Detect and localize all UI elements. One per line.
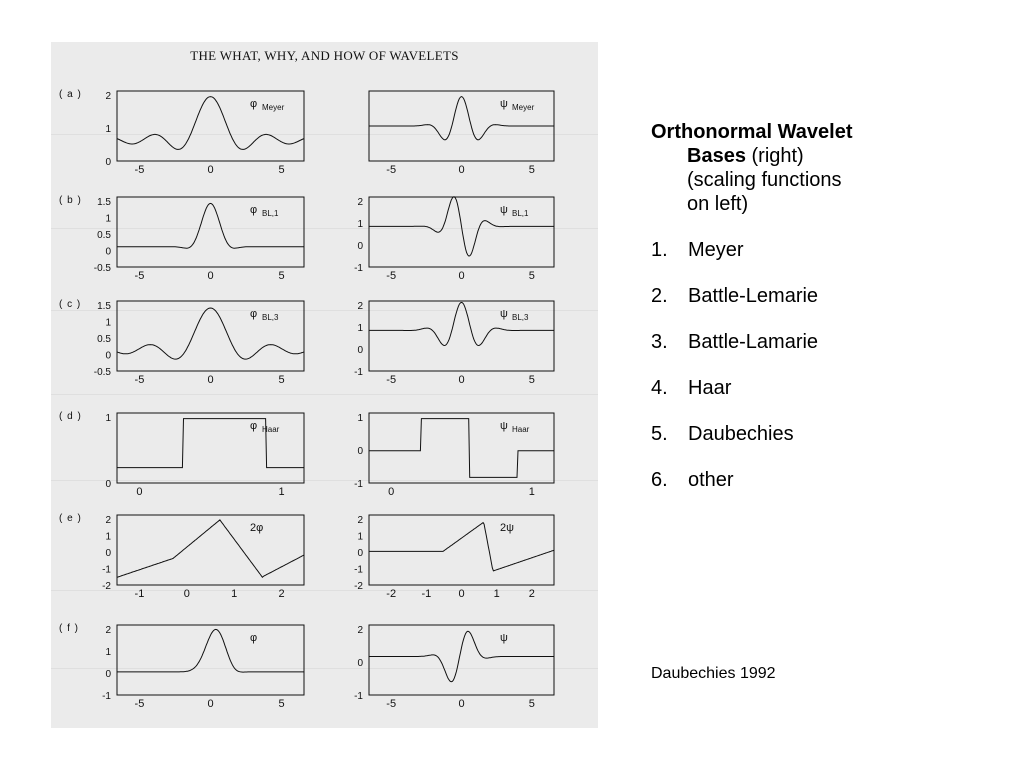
scan-bleed-line [51, 590, 598, 591]
function-symbol: ψ [500, 632, 508, 644]
x-tick-label: 5 [278, 374, 285, 386]
x-tick-label: 0 [388, 486, 395, 498]
function-symbol: ψ [500, 420, 508, 432]
function-symbol: ψ [500, 308, 508, 320]
y-tick-label: -1 [102, 564, 111, 576]
x-tick-label: 5 [528, 698, 535, 710]
y-tick-label: 2 [357, 197, 363, 208]
right-wavelet-curve [369, 197, 554, 256]
y-tick-label: 2 [357, 515, 363, 526]
x-tick-label: 0 [207, 698, 214, 710]
y-tick-label: 0.5 [97, 334, 111, 345]
y-tick-label: 0 [105, 479, 111, 490]
right-plot-frame [369, 515, 554, 585]
y-tick-label: 1.5 [97, 197, 111, 208]
scan-bleed-line [51, 134, 598, 135]
y-tick-label: 0 [105, 246, 111, 258]
left-wavelet-curve [117, 520, 304, 577]
panel-label: ( d ) [59, 411, 82, 422]
list-text: Meyer [688, 239, 744, 261]
x-tick-label: 2 [528, 588, 535, 600]
y-tick-label: 1.5 [97, 301, 111, 312]
list-text: Battle-Lamarie [688, 331, 819, 353]
x-tick-label: 5 [278, 270, 285, 282]
list-text: Daubechies [688, 423, 794, 445]
x-tick-label: -5 [134, 698, 145, 710]
list-item [651, 422, 991, 446]
y-tick-label: 1 [105, 413, 111, 424]
function-subscript: Meyer [512, 103, 535, 112]
right-plot-frame [369, 301, 554, 371]
list-number: 1. [651, 239, 668, 261]
function-symbol: ψ [500, 98, 508, 110]
y-tick-label: 1 [105, 647, 111, 658]
x-tick-label: 1 [278, 486, 285, 498]
notes-heading-bold: Bases [687, 145, 746, 167]
function-symbol: 2ψ [500, 522, 514, 534]
scan-bleed-line [51, 668, 598, 669]
y-tick-label: 1 [105, 531, 111, 543]
y-tick-label: 1 [357, 531, 363, 543]
list-text: Battle-Lemarie [688, 285, 819, 307]
list-number: 2. [651, 285, 668, 307]
list-number: 5. [651, 423, 668, 445]
scan-bleed-line [51, 394, 598, 395]
x-tick-label: 1 [528, 486, 535, 498]
scan-bleed-line [51, 310, 598, 311]
list-number: 6. [651, 469, 668, 491]
x-tick-label: 1 [493, 588, 500, 600]
notes-heading-tail: (right) [745, 145, 804, 167]
y-tick-label: 0.5 [97, 230, 111, 241]
list-item [651, 238, 991, 262]
x-tick-label: 5 [528, 374, 535, 386]
y-tick-label: 2 [357, 625, 363, 636]
citation: Daubechies 1992 [651, 665, 776, 682]
list-item [651, 468, 991, 492]
function-subscript: Haar [512, 425, 530, 434]
function-subscript: BL,1 [262, 209, 279, 218]
function-symbol: 2φ [250, 522, 264, 534]
x-tick-label: 0 [458, 164, 465, 176]
function-subscript: Meyer [262, 103, 285, 112]
function-symbol: φ [250, 308, 258, 320]
left-plot-frame [117, 197, 304, 267]
notes-subtext-2: on left) [687, 193, 749, 215]
function-symbol: φ [250, 204, 258, 216]
x-tick-label: 0 [207, 164, 214, 176]
x-tick-label: 5 [528, 164, 535, 176]
x-tick-label: -5 [386, 164, 397, 176]
y-tick-label: 1 [105, 213, 111, 225]
x-tick-label: 0 [458, 588, 465, 600]
function-subscript: Haar [262, 425, 280, 434]
list-item [651, 376, 991, 400]
x-tick-label: 0 [458, 698, 465, 710]
x-tick-label: -5 [134, 270, 145, 282]
x-tick-label: -5 [386, 698, 397, 710]
x-tick-label: -5 [386, 270, 397, 282]
y-tick-label: 0 [357, 241, 363, 252]
y-tick-label: -1 [102, 691, 111, 702]
x-tick-label: -2 [386, 588, 397, 600]
right-wavelet-curve [369, 523, 554, 571]
x-tick-label: -5 [386, 374, 397, 386]
list-text: other [688, 469, 734, 491]
x-tick-label: -5 [134, 374, 145, 386]
function-symbol: φ [250, 98, 258, 110]
y-tick-label: -1 [354, 691, 363, 702]
scan-bleed-line [51, 480, 598, 481]
y-tick-label: 0 [105, 548, 111, 559]
x-tick-label: 5 [278, 698, 285, 710]
list-number: 4. [651, 377, 668, 399]
x-tick-label: 5 [528, 270, 535, 282]
right-plot-frame [369, 197, 554, 267]
y-tick-label: 1 [357, 323, 363, 334]
y-tick-label: 2 [357, 301, 363, 312]
y-tick-label: -2 [102, 581, 111, 592]
figure-title: THE WHAT, WHY, AND HOW OF WAVELETS [190, 48, 459, 63]
panel-label: ( f ) [59, 623, 79, 634]
y-tick-label: 0 [357, 345, 363, 356]
notes-heading: Orthonormal Wavelet [651, 121, 853, 143]
y-tick-label: 2 [105, 625, 111, 636]
y-tick-label: 2 [105, 91, 111, 102]
list-text: Haar [688, 377, 732, 399]
list-item [651, 330, 991, 354]
y-tick-label: -1 [354, 479, 363, 490]
left-plot-frame [117, 515, 304, 585]
y-tick-label: 0 [105, 350, 111, 362]
x-tick-label: 0 [136, 486, 143, 498]
function-symbol: ψ [500, 204, 508, 216]
panel-label: ( e ) [59, 513, 82, 524]
x-tick-label: 5 [278, 164, 285, 176]
x-tick-label: 0 [183, 588, 190, 600]
x-tick-label: 0 [458, 270, 465, 282]
y-tick-label: 1 [105, 124, 111, 135]
notes-panel [651, 120, 991, 492]
notes-heading-continued [651, 144, 991, 168]
list-number: 3. [651, 331, 668, 353]
scanned-figure-page [51, 42, 598, 728]
y-tick-label: -2 [354, 581, 363, 592]
function-symbol: φ [250, 632, 258, 644]
wavelet-list [651, 238, 991, 492]
x-tick-label: 0 [207, 270, 214, 282]
function-symbol: φ [250, 420, 258, 432]
panel-label: ( a ) [59, 89, 82, 100]
x-tick-label: -5 [134, 164, 145, 176]
function-subscript: BL,3 [262, 313, 279, 322]
y-tick-label: 1 [357, 219, 363, 230]
left-plot-frame [117, 91, 304, 161]
left-wavelet-curve [117, 629, 304, 672]
right-wavelet-curve [369, 631, 554, 681]
function-subscript: BL,3 [512, 313, 529, 322]
y-tick-label: -0.5 [93, 367, 111, 378]
x-tick-label: -1 [421, 588, 432, 600]
list-item [651, 284, 991, 308]
x-tick-label: 0 [207, 374, 214, 386]
y-tick-label: 0 [357, 658, 363, 669]
right-plot-frame [369, 413, 554, 483]
scan-bleed-line [51, 228, 598, 229]
left-plot-frame [117, 301, 304, 371]
y-tick-label: -1 [354, 367, 363, 378]
y-tick-label: 2 [105, 515, 111, 526]
function-subscript: BL,1 [512, 209, 529, 218]
wavelet-plots [51, 42, 598, 728]
x-tick-label: 0 [458, 374, 465, 386]
y-tick-label: 0 [357, 548, 363, 559]
notes-subtext-1: (scaling functions [687, 169, 842, 191]
right-wavelet-curve [369, 302, 554, 345]
right-plot-frame [369, 625, 554, 695]
left-plot-frame [117, 413, 304, 483]
y-tick-label: 0 [105, 157, 111, 168]
y-tick-label: 0 [105, 669, 111, 680]
panel-label: ( c ) [59, 299, 82, 310]
y-tick-label: -1 [354, 564, 363, 576]
y-tick-label: -1 [354, 263, 363, 274]
x-tick-label: -1 [134, 588, 145, 600]
y-tick-label: 1 [105, 317, 111, 329]
panel-label: ( b ) [59, 195, 82, 206]
x-tick-label: 2 [278, 588, 285, 600]
y-tick-label: 0 [357, 446, 363, 457]
y-tick-label: 1 [357, 413, 363, 424]
y-tick-label: -0.5 [93, 263, 111, 274]
x-tick-label: 1 [231, 588, 238, 600]
